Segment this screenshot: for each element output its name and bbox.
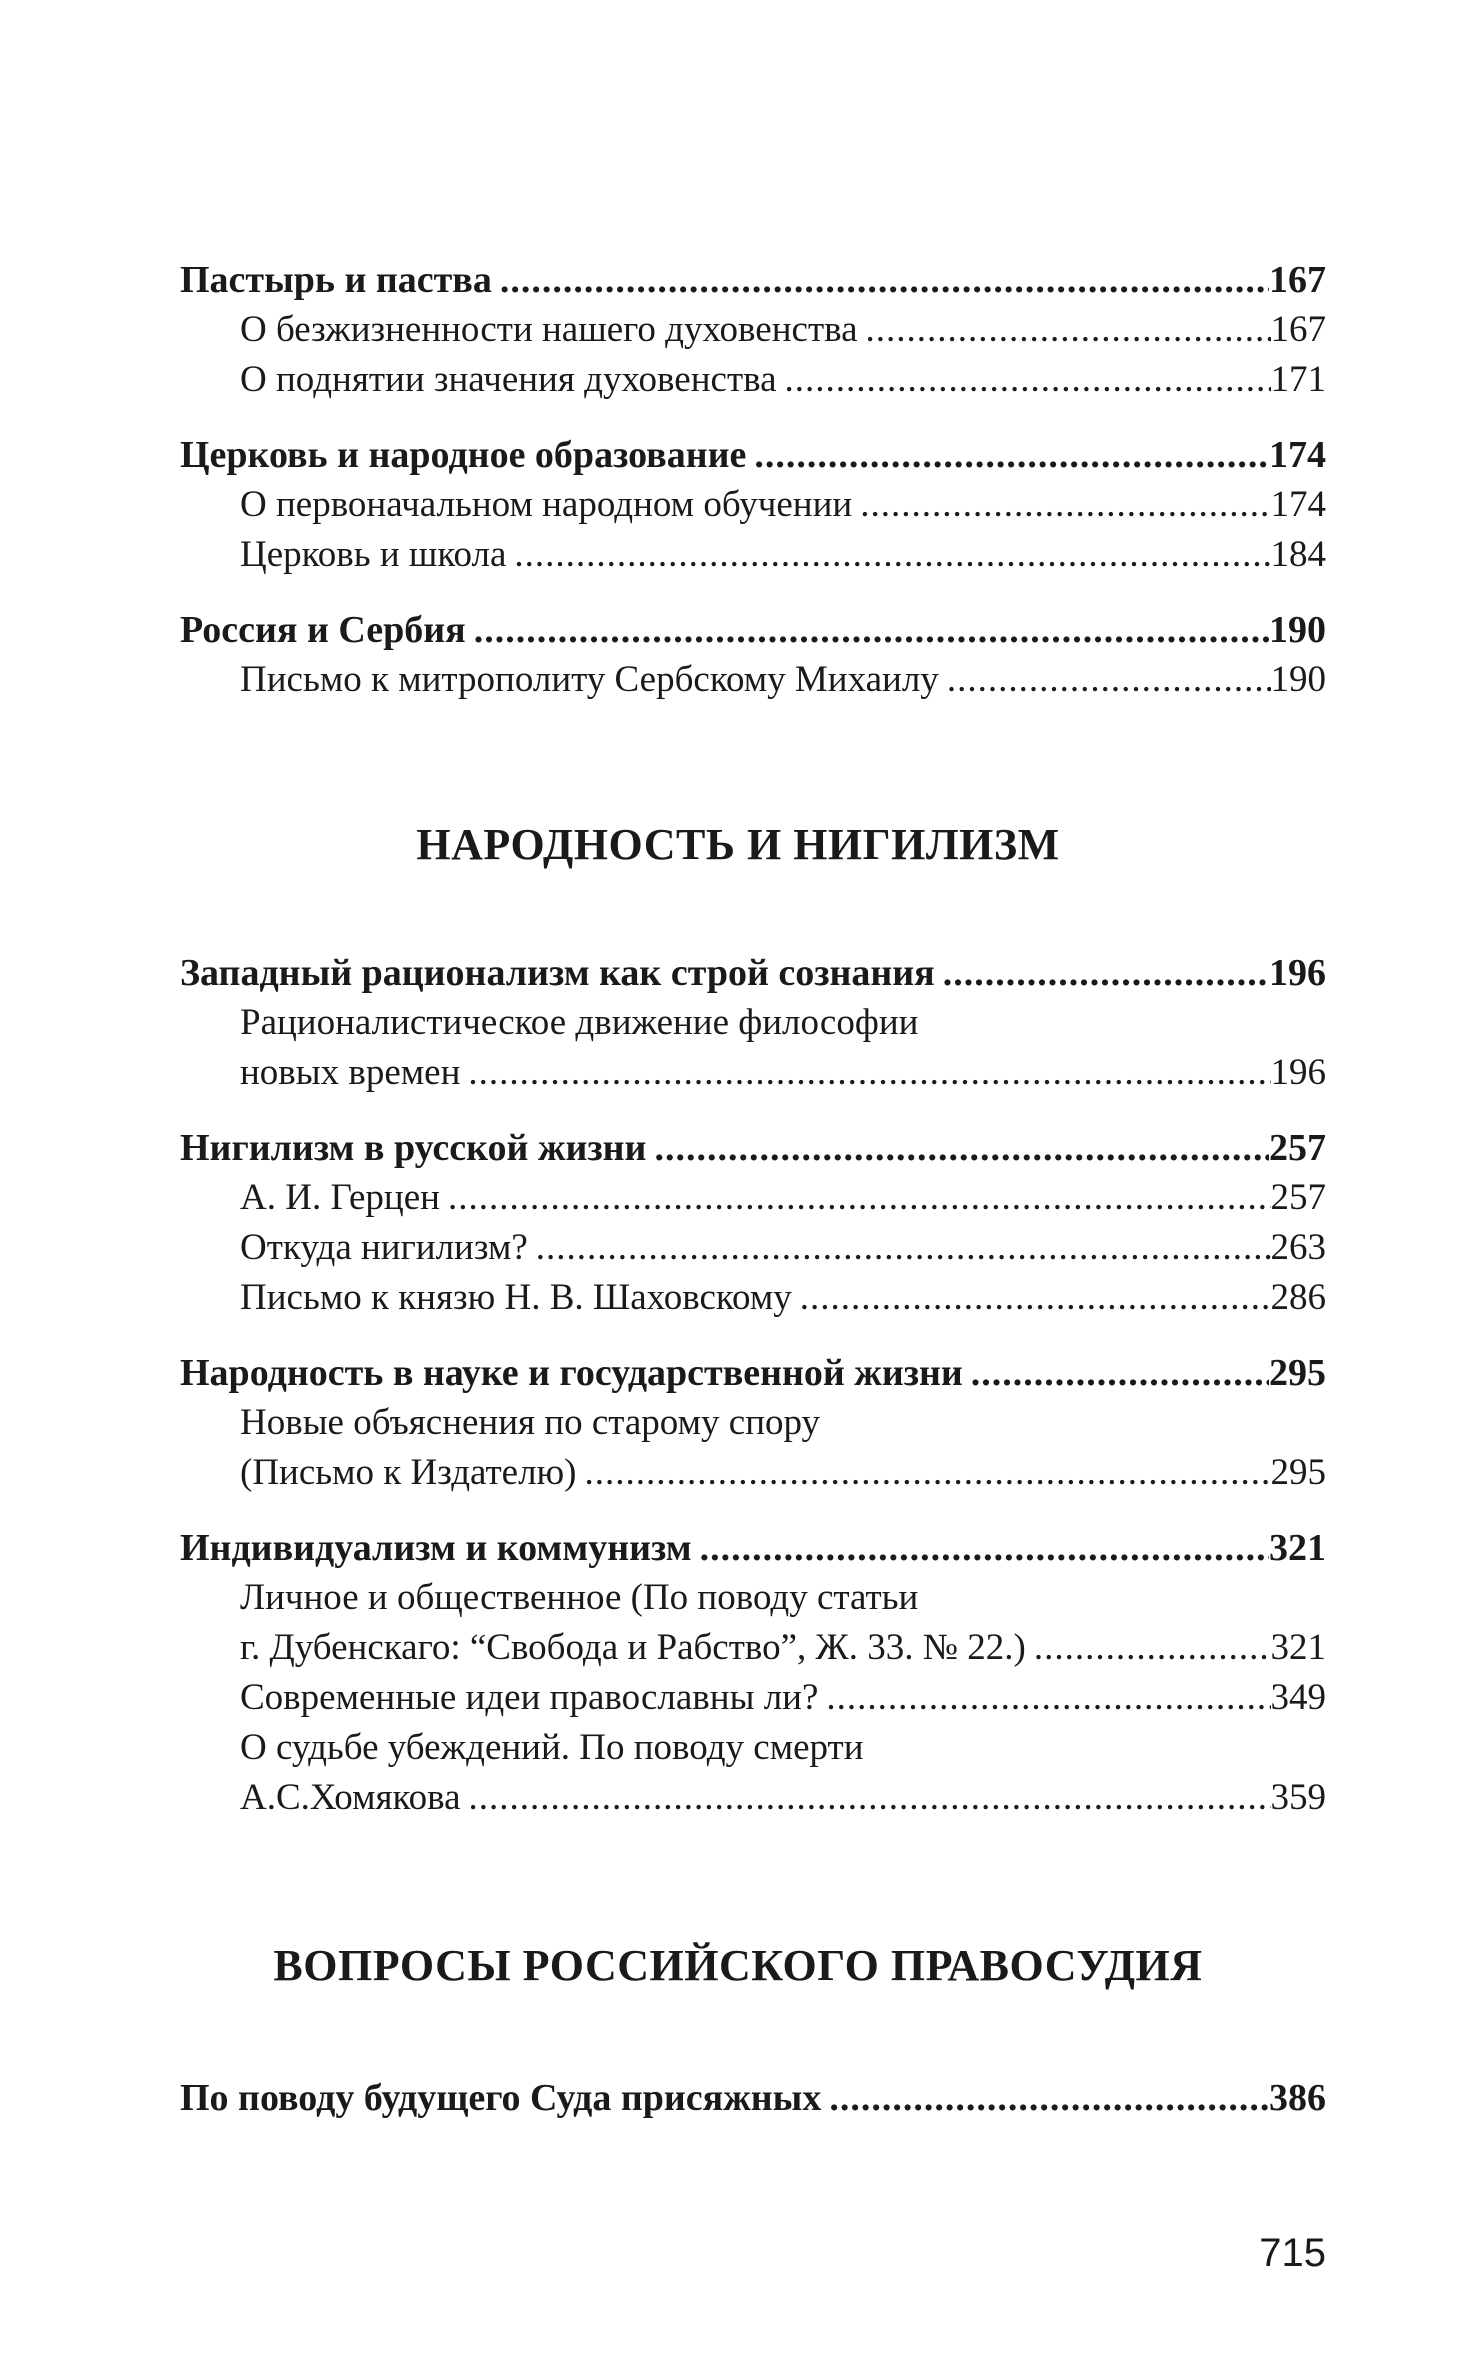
- toc-page-number: 295: [1270, 1452, 1326, 1493]
- toc-entry-sub: [240, 1173, 1326, 1223]
- toc-page-number: 196: [1270, 1052, 1326, 1093]
- toc-leader-dots: [947, 655, 1271, 705]
- toc-leader-dots: [860, 480, 1270, 530]
- toc-entry-sub: [240, 1048, 1326, 1098]
- toc-page-number: 263: [1270, 1227, 1326, 1268]
- toc-page-number: 190: [1270, 659, 1326, 700]
- toc-leader-dots: [448, 1173, 1271, 1223]
- toc-leader-dots: [943, 948, 1269, 998]
- toc-leader-dots: [500, 255, 1269, 305]
- toc-entry-title: Пастырь и паства: [180, 259, 492, 301]
- toc-entry-title: Современные идеи православны ли?: [240, 1677, 819, 1718]
- toc-entry-main: [180, 255, 1326, 305]
- toc-page-number: 257: [1270, 1177, 1326, 1218]
- section-heading: ВОПРОСЫ РОССИЙСКОГО ПРАВОСУДИЯ: [273, 1941, 1203, 1990]
- toc-entry-title: Индивидуализм и коммунизм: [180, 1527, 692, 1569]
- toc-entry-sub: [240, 355, 1326, 405]
- toc-page-number: 359: [1270, 1777, 1326, 1818]
- toc-page-number: 190: [1269, 609, 1326, 651]
- toc-entry-title: г. Дубенскаго: “Свобода и Рабство”, Ж. 33. № 22.): [240, 1627, 1026, 1668]
- toc-leader-dots: [585, 1448, 1271, 1498]
- toc-entry-title: О первоначальном народном обучении: [240, 484, 853, 525]
- toc-page-number: 321: [1269, 1527, 1326, 1569]
- toc-page-number: 167: [1269, 259, 1326, 301]
- toc-page-number: 295: [1269, 1352, 1326, 1394]
- toc-entry-title: А.С.Хомякова: [240, 1777, 461, 1818]
- toc-entry-sub: [240, 1448, 1326, 1498]
- toc-leader-dots: [474, 605, 1269, 655]
- toc-entry-sub: [240, 480, 1326, 530]
- toc-entry-sub: [240, 1223, 1326, 1273]
- toc-entry-title: Западный рационализм как строй сознания: [180, 952, 935, 994]
- toc-entry-title: Нигилизм в русской жизни: [180, 1127, 647, 1169]
- toc-leader-dots: [469, 1773, 1271, 1823]
- toc-entry-title: Письмо к митрополиту Сербскому Михаилу: [240, 659, 939, 700]
- toc-entry-sub: [240, 655, 1326, 705]
- toc-entry-title: А. И. Герцен: [240, 1177, 440, 1218]
- toc-leader-dots: [1034, 1623, 1271, 1673]
- toc-leader-dots: [468, 1048, 1270, 1098]
- toc-leader-dots: [785, 355, 1271, 405]
- toc-entry-main: [180, 605, 1326, 655]
- toc-leader-dots: [514, 530, 1270, 580]
- toc-entry-sub: [240, 1773, 1326, 1823]
- toc-entry-title-line: Личное и общественное (По поводу статьи: [240, 1577, 919, 1618]
- toc-page-number: 174: [1269, 434, 1326, 476]
- toc-entry-title: Церковь и школа: [240, 534, 507, 575]
- section-heading: НАРОДНОСТЬ И НИГИЛИЗМ: [416, 820, 1060, 869]
- toc-entry-main: [180, 948, 1326, 998]
- toc-entry-main: [180, 430, 1326, 480]
- toc-leader-dots: [800, 1273, 1271, 1323]
- toc-page-number: 196: [1269, 952, 1326, 994]
- toc-entry-main: [180, 1123, 1326, 1173]
- toc-page-number: 386: [1269, 2077, 1326, 2119]
- toc-page-number: 349: [1270, 1677, 1326, 1718]
- toc-entry-sub: [240, 530, 1326, 580]
- toc-leader-dots: [654, 1123, 1269, 1173]
- toc-entry-title: Народность в науке и государственной жизни: [180, 1352, 963, 1394]
- toc-entry-title-line: О судьбе убеждений. По поводу смерти: [240, 1727, 864, 1768]
- toc-entry-title: Церковь и народное образование: [180, 434, 747, 476]
- toc-leader-dots: [866, 305, 1271, 355]
- toc-entry-main: [180, 1523, 1326, 1573]
- toc-entry-title: Россия и Сербия: [180, 609, 466, 651]
- toc-entry-sub: [240, 1273, 1326, 1323]
- page-folio: 715: [1259, 2231, 1326, 2275]
- toc-page-number: 184: [1270, 534, 1326, 575]
- toc-entry-title: По поводу будущего Суда присяжных: [180, 2077, 822, 2119]
- toc-entry-title: Откуда нигилизм?: [240, 1227, 528, 1268]
- toc-entry-title: новых времен: [240, 1052, 461, 1093]
- toc-page-number: 167: [1270, 309, 1326, 350]
- toc-page-number: 171: [1270, 359, 1326, 400]
- toc-entry-sub: [240, 1623, 1326, 1673]
- toc-entry-main: [180, 1348, 1326, 1398]
- toc-entry-sub: [240, 305, 1326, 355]
- toc-leader-dots: [536, 1223, 1271, 1273]
- toc-entry-main: [180, 2073, 1326, 2123]
- toc-leader-dots: [971, 1348, 1269, 1398]
- toc-leader-dots: [829, 2073, 1269, 2123]
- toc-page-number: 321: [1270, 1627, 1326, 1668]
- toc-leader-dots: [754, 430, 1269, 480]
- toc-page-number: 174: [1270, 484, 1326, 525]
- toc-entry-title: О поднятии значения духовенства: [240, 359, 777, 400]
- toc-entry-title: О безжизненности нашего духовенства: [240, 309, 858, 350]
- toc-leader-dots: [826, 1673, 1270, 1723]
- toc-entry-title-line: Рационалистическое движение философии: [240, 1002, 919, 1043]
- toc-leader-dots: [700, 1523, 1269, 1573]
- toc-entry-title-line: Новые объяснения по старому спору: [240, 1402, 821, 1443]
- toc-page-number: 286: [1270, 1277, 1326, 1318]
- toc-entry-sub: [240, 1673, 1326, 1723]
- toc-entry-title: (Письмо к Издателю): [240, 1452, 577, 1493]
- toc-page-number: 257: [1269, 1127, 1326, 1169]
- toc-entry-title: Письмо к князю Н. В. Шаховскому: [240, 1277, 792, 1318]
